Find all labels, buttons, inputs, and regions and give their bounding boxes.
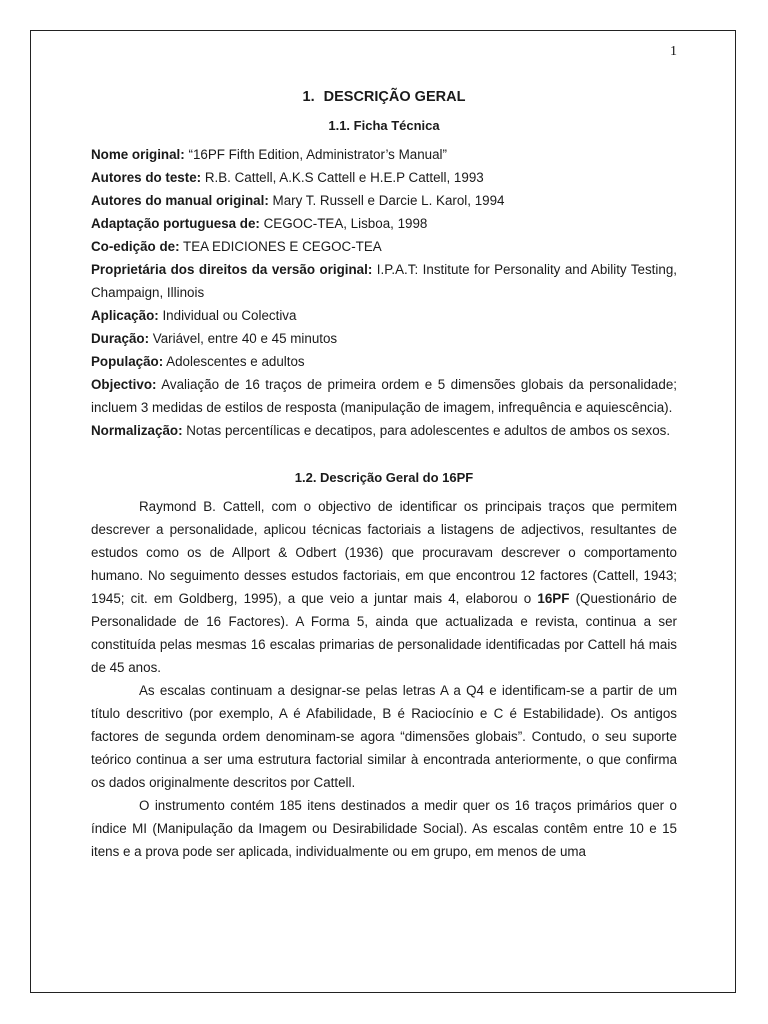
paragraph-1-bold: 16PF <box>537 591 570 606</box>
field-label: Nome original: <box>91 147 185 162</box>
section-title: DESCRIÇÃO GERAL <box>323 89 466 105</box>
field-label: Autores do manual original: <box>91 193 269 208</box>
paragraph-1 <box>91 495 677 679</box>
section-heading <box>91 86 677 109</box>
field-value: CEGOC-TEA, Lisboa, 1998 <box>263 216 428 231</box>
field-label: Duração: <box>91 331 150 346</box>
field-normalizacao <box>91 419 677 442</box>
subsection-title-ficha-tecnica: 1.1. Ficha Técnica <box>328 118 440 133</box>
paragraph-1-text-b: (Questionário de Personalidade de 16 Factores). A Forma 5, ainda que actualizada e revista, continua a ser constituída pelas mesmas 16 escalas primarias de personalidade identificadas por Cattell há mais de 45 anos. <box>91 591 677 675</box>
field-proprietaria <box>91 258 677 304</box>
field-value: R.B. Cattell, A.K.S Cattell e H.E.P Cattell, 1993 <box>204 170 484 185</box>
field-label: População: <box>91 354 164 369</box>
field-label: Proprietária dos direitos da versão original: <box>91 262 373 277</box>
paragraph-2: As escalas continuam a designar-se pelas letras A a Q4 e identificam-se a partir de um título descritivo (por exemplo, A é Afabilidade, B é Raciocínio e C é Estabilidade). Os antigos factores de segunda ordem denominam-se agora “dimensões globais”. Contudo, o seu suporte teórico continua a ser uma estrutura factorial similar à encontrada anteriormente, o que confirma os dados originalmente descritos por Cattell. <box>91 683 677 790</box>
field-nome-original <box>91 143 677 166</box>
field-aplicacao <box>91 304 677 327</box>
section-number: 1. <box>302 89 315 105</box>
page-number: 1 <box>670 44 677 59</box>
field-adaptacao <box>91 212 677 235</box>
field-label: Autores do teste: <box>91 170 202 185</box>
field-value: Variável, entre 40 e 45 minutos <box>152 331 338 346</box>
field-value: Avaliação de 16 traços de primeira ordem e 5 dimensões globais da personalidade; incluem 3 medidas de estilos de resposta (manipulação de imagem, infrequência e aquiescência). <box>91 377 677 415</box>
field-label: Objectivo: <box>91 377 157 392</box>
paragraph-1-text-a: Raymond B. Cattell, com o objectivo de identificar os principais traços que permitem descrever a personalidade, aplicou técnicas factoriais a listagens de adjectivos, resultantes de estudos como os de Allport & Odbert (1936) que procuravam descrever o comportamento humano. No seguimento desses estudos factoriais, em que encontrou 12 factores (Cattell, 1943; 1945; cit. em Goldberg, 1995), a que veio a juntar mais 4, elaborou o <box>91 499 677 606</box>
field-label: Co-edição de: <box>91 239 180 254</box>
field-autores-teste <box>91 166 677 189</box>
field-value: “16PF Fifth Edition, Administrator’s Manual” <box>188 147 447 162</box>
field-co-edicao <box>91 235 677 258</box>
field-label: Aplicação: <box>91 308 159 323</box>
field-autores-manual <box>91 189 677 212</box>
document-page <box>30 30 736 993</box>
field-duracao <box>91 327 677 350</box>
field-value: Adolescentes e adultos <box>166 354 305 369</box>
ficha-tecnica-list <box>91 143 677 442</box>
field-value: Mary T. Russell e Darcie L. Karol, 1994 <box>272 193 505 208</box>
page-content <box>91 83 677 863</box>
field-label: Adaptação portuguesa de: <box>91 216 260 231</box>
field-objectivo <box>91 373 677 419</box>
field-value: I.P.A.T: Institute for Personality and Ability Testing, Champaign, Illinois <box>91 262 677 300</box>
field-value: TEA EDICIONES E CEGOC-TEA <box>183 239 382 254</box>
paragraph-3: O instrumento contém 185 itens destinados a medir quer os 16 traços primários quer o índice MI (Manipulação da Imagem ou Desirabilidade Social). As escalas contêm entre 10 e 15 itens e a prova pode ser aplicada, individualmente ou em grupo, em menos de uma <box>91 798 677 859</box>
field-label: Normalização: <box>91 423 183 438</box>
subsection-title-descricao-geral: 1.2. Descrição Geral do 16PF <box>294 470 474 485</box>
field-value: Individual ou Colectiva <box>162 308 297 323</box>
field-populacao <box>91 350 677 373</box>
field-value: Notas percentílicas e decatipos, para adolescentes e adultos de ambos os sexos. <box>186 423 671 438</box>
